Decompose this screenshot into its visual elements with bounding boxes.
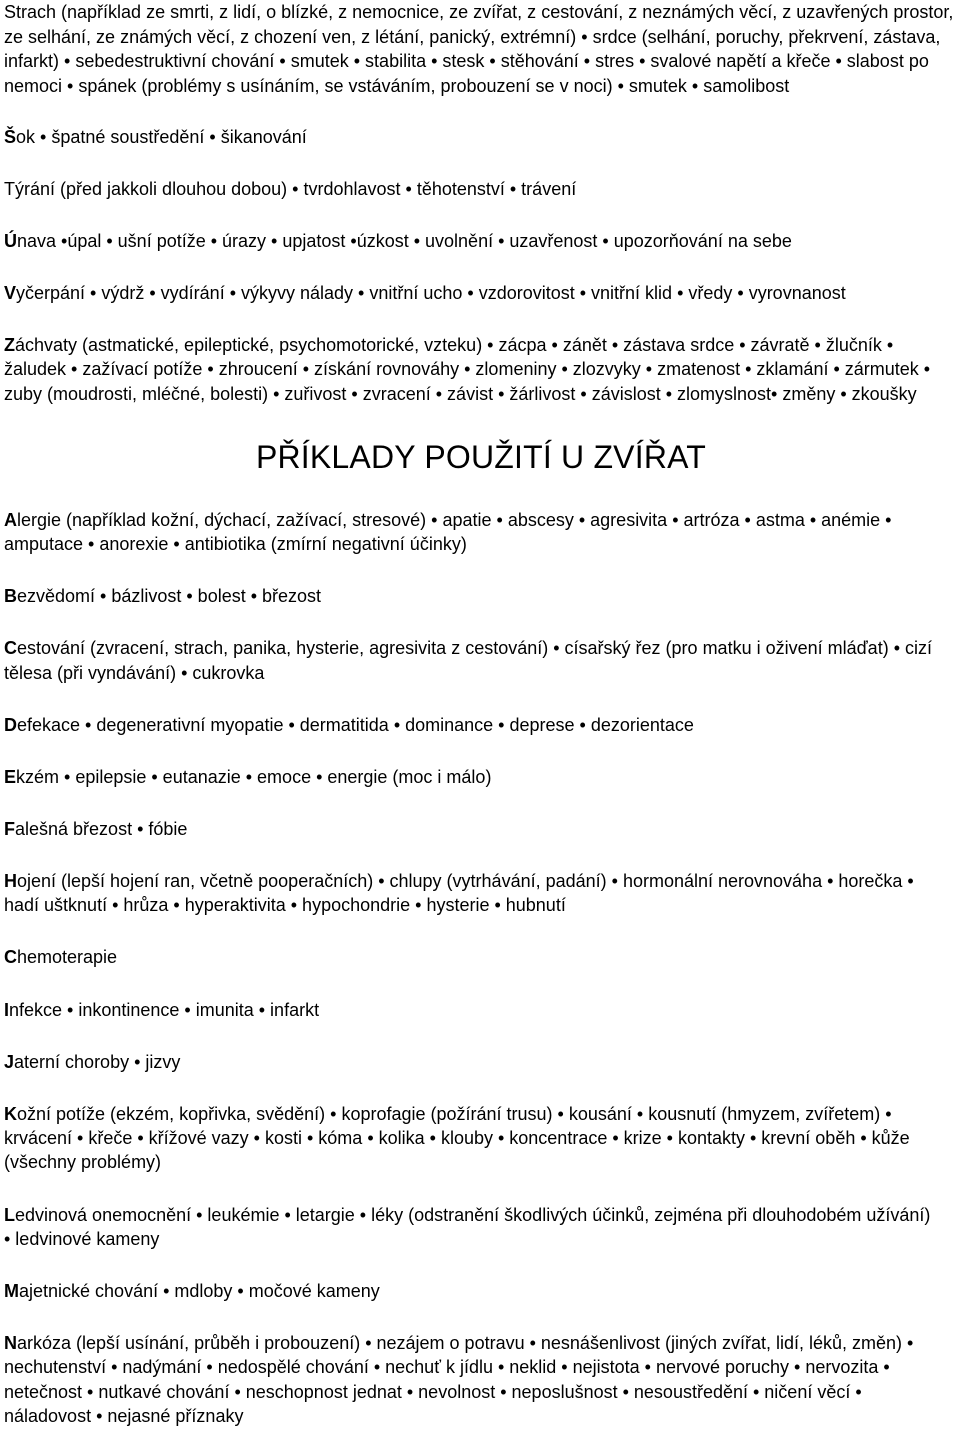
paragraph-line: náladovost • nejasné příznaky xyxy=(4,1406,244,1427)
paragraph-ekzem xyxy=(4,765,958,789)
paragraph-line: Infekce • inkontinence • imunita • infarkt xyxy=(4,999,320,1020)
paragraph-hojeni xyxy=(4,869,958,918)
paragraph-vycerpani xyxy=(4,281,958,306)
paragraph-unava xyxy=(4,229,958,254)
paragraph-line: Ledvinová onemocnění • leukémie • letargie • léky (odstranění škodlivých účinků, zejména při dlouhodobém užívání) xyxy=(4,1204,931,1225)
paragraph-sok xyxy=(4,125,958,150)
paragraph-line: (všechny problémy) xyxy=(4,1152,162,1173)
paragraph-cestovani xyxy=(4,636,958,685)
paragraph-bezvedomi xyxy=(4,584,958,608)
paragraph-line: zuby (moudrosti, mléčné, bolesti) • zuřivost • zvracení • závist • žárlivost • závislost • zlomyslnost• změny • zkoušky xyxy=(4,383,917,404)
paragraph-line: Falešná březost • fóbie xyxy=(4,818,188,839)
paragraph-line: ze selhání, ze známých věcí, z chození ven, z létání, panický, extrémní) • srdce (selhání, poruchy, překrvení, zástava, xyxy=(4,26,941,47)
paragraph-line: nechutenství • nadýmání • nedospělé chování • nechuť k jídlu • neklid • nejistota • nervové poruchy • nervozita • xyxy=(4,1357,890,1378)
paragraph-line: Hojení (lepší hojení ran, včetně pooperačních) • chlupy (vytrhávání, padání) • hormonální nerovnováha • horečka • xyxy=(4,870,914,891)
paragraph-line: Cestování (zvracení, strach, panika, hysterie, agresivita z cestování) • císařský řez (pro matku i oživení mláďat) • cizí xyxy=(4,638,932,659)
paragraph-line: Únava •úpal • ušní potíže • úrazy • upjatost •úzkost • uvolnění • uzavřenost • upozorňování na sebe xyxy=(4,231,792,252)
paragraph-line: Chemoterapie xyxy=(4,947,118,968)
paragraph-falesna-brezost xyxy=(4,817,958,841)
paragraph-line: Strach (například ze smrti, z lidí, o blízké, z nemocnice, ze zvířat, z cestování, z neznámých věcí, z uzavřených prostor, xyxy=(4,2,954,22)
paragraph-zachvaty xyxy=(4,333,958,407)
paragraph-chemoterapie xyxy=(4,945,958,969)
paragraph-jaterni-choroby xyxy=(4,1050,958,1074)
animal-examples-section xyxy=(4,508,958,1429)
paragraph-ledvinova-onemocneni xyxy=(4,1203,958,1252)
paragraph-line: netečnost • nutkavé chování • neschopnost jednat • nevolnost • neposlušnost • nesoustředění • ničení věcí • xyxy=(4,1381,862,1402)
paragraph-line: Týrání (před jakkoli dlouhou dobou) • tvrdohlavost • těhotenství • trávení xyxy=(4,179,577,200)
paragraph-narkoza xyxy=(4,1331,958,1429)
paragraph-line: žaludek • zažívací potíže • zhroucení • získání rovnováhy • zlomeniny • zlozvyky • zmatenost • zklamání • zármutek • xyxy=(4,359,931,380)
paragraph-line: Vyčerpání • výdrž • vydírání • výkyvy nálady • vnitřní ucho • vzdorovitost • vnitřní klid • vředy • vyrovnanost xyxy=(4,283,846,304)
paragraph-line: Kožní potíže (ekzém, kopřivka, svědění) • koprofagie (požírání trusu) • kousání • kousnutí (hmyzem, zvířetem) • xyxy=(4,1103,892,1124)
symptom-list-section xyxy=(4,0,958,406)
paragraph-line: Narkóza (lepší usínání, průběh i probouzení) • nezájem o potravu • nesnášenlivost (jiných zvířat, lidí, léků, změn) • xyxy=(4,1333,914,1354)
paragraph-strach xyxy=(4,0,958,98)
paragraph-line: nemoci • spánek (problémy s usínáním, se vstáváním, probouzení se v noci) • smutek • samolibost xyxy=(4,75,790,96)
paragraph-infekce xyxy=(4,998,958,1022)
paragraph-defekace xyxy=(4,713,958,737)
paragraph-line: hadí uštknutí • hrůza • hyperaktivita • hypochondrie • hysterie • hubnutí xyxy=(4,895,566,916)
paragraph-line: Majetnické chování • mdloby • močové kameny xyxy=(4,1280,380,1301)
paragraph-line: infarkt) • sebedestruktivní chování • smutek • stabilita • stesk • stěhování • stres • svalové napětí a křeče • slabost po xyxy=(4,51,929,71)
paragraph-majetnicke-chovani xyxy=(4,1279,958,1303)
paragraph-line: krvácení • křeče • křížové vazy • kosti • kóma • kolika • klouby • koncentrace • krize • kontakty • krevní oběh • kůže xyxy=(4,1128,910,1149)
paragraph-line: Bezvědomí • bázlivost • bolest • březost xyxy=(4,586,322,607)
paragraph-line: amputace • anorexie • antibiotika (zmírní negativní účinky) xyxy=(4,534,467,555)
paragraph-kozni-potize xyxy=(4,1102,958,1175)
paragraph-line: • ledvinové kameny xyxy=(4,1228,160,1249)
section-heading: PŘÍKLADY POUŽITÍ U ZVÍŘAT xyxy=(255,438,707,475)
paragraph-line: Ekzém • epilepsie • eutanazie • emoce • energie (moc i málo) xyxy=(4,766,492,787)
paragraph-line: Jaterní choroby • jizvy xyxy=(4,1051,181,1072)
paragraph-line: Defekace • degenerativní myopatie • dermatitida • dominance • deprese • dezorientace xyxy=(4,714,694,735)
paragraph-line: Alergie (například kožní, dýchací, zažívací, stresové) • apatie • abscesy • agresivita • artróza • astma • anémie • xyxy=(4,509,892,530)
paragraph-line: Šok • špatné soustředění • šikanování xyxy=(4,127,307,148)
paragraph-tyrani xyxy=(4,177,958,202)
paragraph-line: Záchvaty (astmatické, epileptické, psychomotorické, vzteku) • zácpa • zánět • zástava srdce • závratě • žlučník • xyxy=(4,334,894,355)
paragraph-alergie xyxy=(4,508,958,557)
paragraph-line: tělesa (při vyndávání) • cukrovka xyxy=(4,662,265,683)
